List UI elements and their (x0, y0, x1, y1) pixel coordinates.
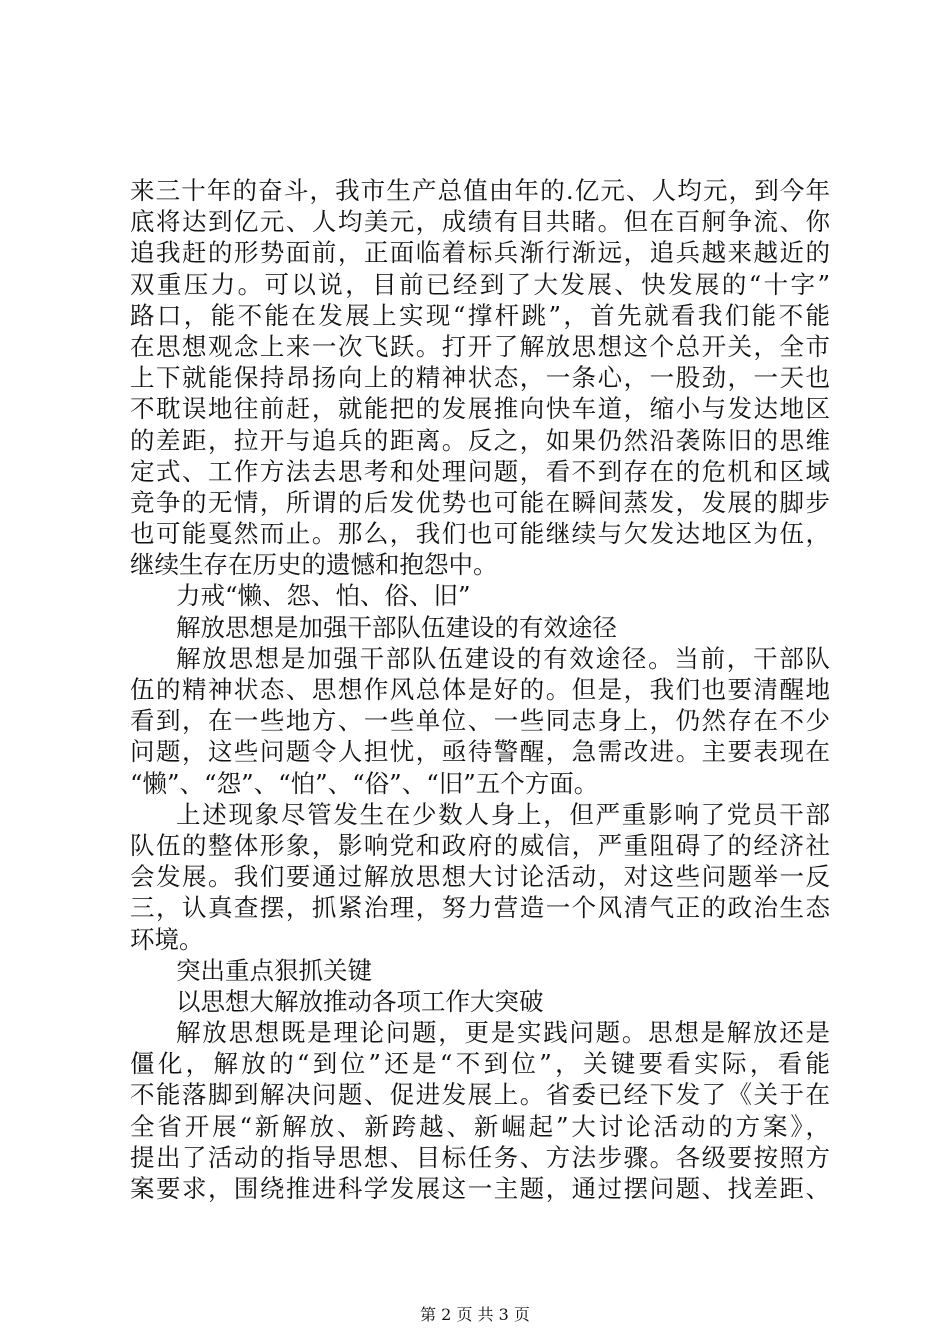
section-subheading: 以思想大解放推动各项工作大突破 (176, 986, 544, 1016)
text-line: 在思想观念上来一次飞跃。打开了解放思想这个总开关，全市 (130, 331, 830, 361)
section-subheading: 解放思想是加强干部队伍建设的有效途径 (176, 612, 617, 642)
text-line: 双重压力。可以说，目前已经到了大发展、快发展的“十字” (130, 269, 830, 299)
text-line: 队伍的整体形象，影响党和政府的威信，严重阻碍了的经济社 (130, 830, 830, 860)
section-heading: 力戒“懒、怨、怕、俗、旧” (176, 581, 471, 611)
text-line: 案要求，围绕推进科学发展这一主题，通过摆问题、找差距、 (130, 1174, 830, 1203)
text-line: 路口，能不能在发展上实现“撑杆跳”，首先就看我们能不能 (130, 300, 830, 330)
text-line: 伍的精神状态、思想作风总体是好的。但是，我们也要清醒地 (130, 675, 830, 704)
text-line: 看到，在一些地方、一些单位、一些同志身上，仍然存在不少 (130, 706, 830, 736)
text-line: 继续生存在历史的遗憾和抱怨中。 (130, 550, 498, 580)
text-line: 环境。 (130, 924, 204, 954)
text-line: 的差距，拉开与追兵的距离。反之，如果仍然沿袭陈旧的思维 (130, 425, 830, 455)
text-line: 追我赶的形势面前，正面临着标兵渐行渐远，追兵越来越近的 (130, 238, 830, 268)
text-line: 解放思想既是理论问题，更是实践问题。思想是解放还是 (176, 1018, 830, 1048)
section-heading: 突出重点狠抓关键 (176, 955, 372, 985)
text-line: 竞争的无情，所谓的后发优势也可能在瞬间蒸发，发展的脚步 (130, 487, 830, 517)
page-footer: 第 2 页 共 3 页 (420, 1305, 530, 1324)
text-line: 解放思想是加强干部队伍建设的有效途径。当前，干部队 (176, 643, 830, 673)
text-line: 会发展。我们要通过解放思想大讨论活动，对这些问题举一反 (130, 862, 830, 892)
text-line: 底将达到亿元、人均美元，成绩有目共睹。但在百舸争流、你 (130, 207, 830, 237)
text-line: 全省开展“新解放、新跨越、新崛起”大讨论活动的方案》， (130, 1111, 830, 1141)
text-line: 提出了活动的指导思想、目标任务、方法步骤。各级要按照方 (130, 1142, 830, 1172)
text-line: “懒”、“怨”、“怕”、“俗”、“旧”五个方面。 (130, 768, 599, 798)
text-line: 上下就能保持昂扬向上的精神状态，一条心，一股劲，一天也 (130, 363, 830, 393)
text-line: 来三十年的奋斗，我市生产总值由年的.亿元、人均元，到今年 (130, 176, 830, 205)
text-line: 定式、工作方法去思考和处理问题，看不到存在的危机和区域 (130, 456, 830, 486)
text-line: 问题，这些问题令人担忧，亟待警醒，急需改进。主要表现在 (130, 737, 830, 767)
text-line: 不能落脚到解决问题、促进发展上。省委已经下发了《关于在 (130, 1080, 830, 1110)
document-body (130, 175, 830, 1204)
text-line: 不耽误地往前赶，就能把的发展推向快车道，缩小与发达地区 (130, 394, 830, 424)
text-line: 也可能戛然而止。那么，我们也可能继续与欠发达地区为伍， (130, 519, 830, 549)
text-line: 僵化，解放的“到位”还是“不到位”，关键要看实际，看能 (130, 1049, 830, 1079)
text-line: 三，认真查摆，抓紧治理，努力营造一个风清气正的政治生态 (130, 893, 830, 923)
text-line: 上述现象尽管发生在少数人身上，但严重影响了党员干部 (176, 799, 830, 829)
